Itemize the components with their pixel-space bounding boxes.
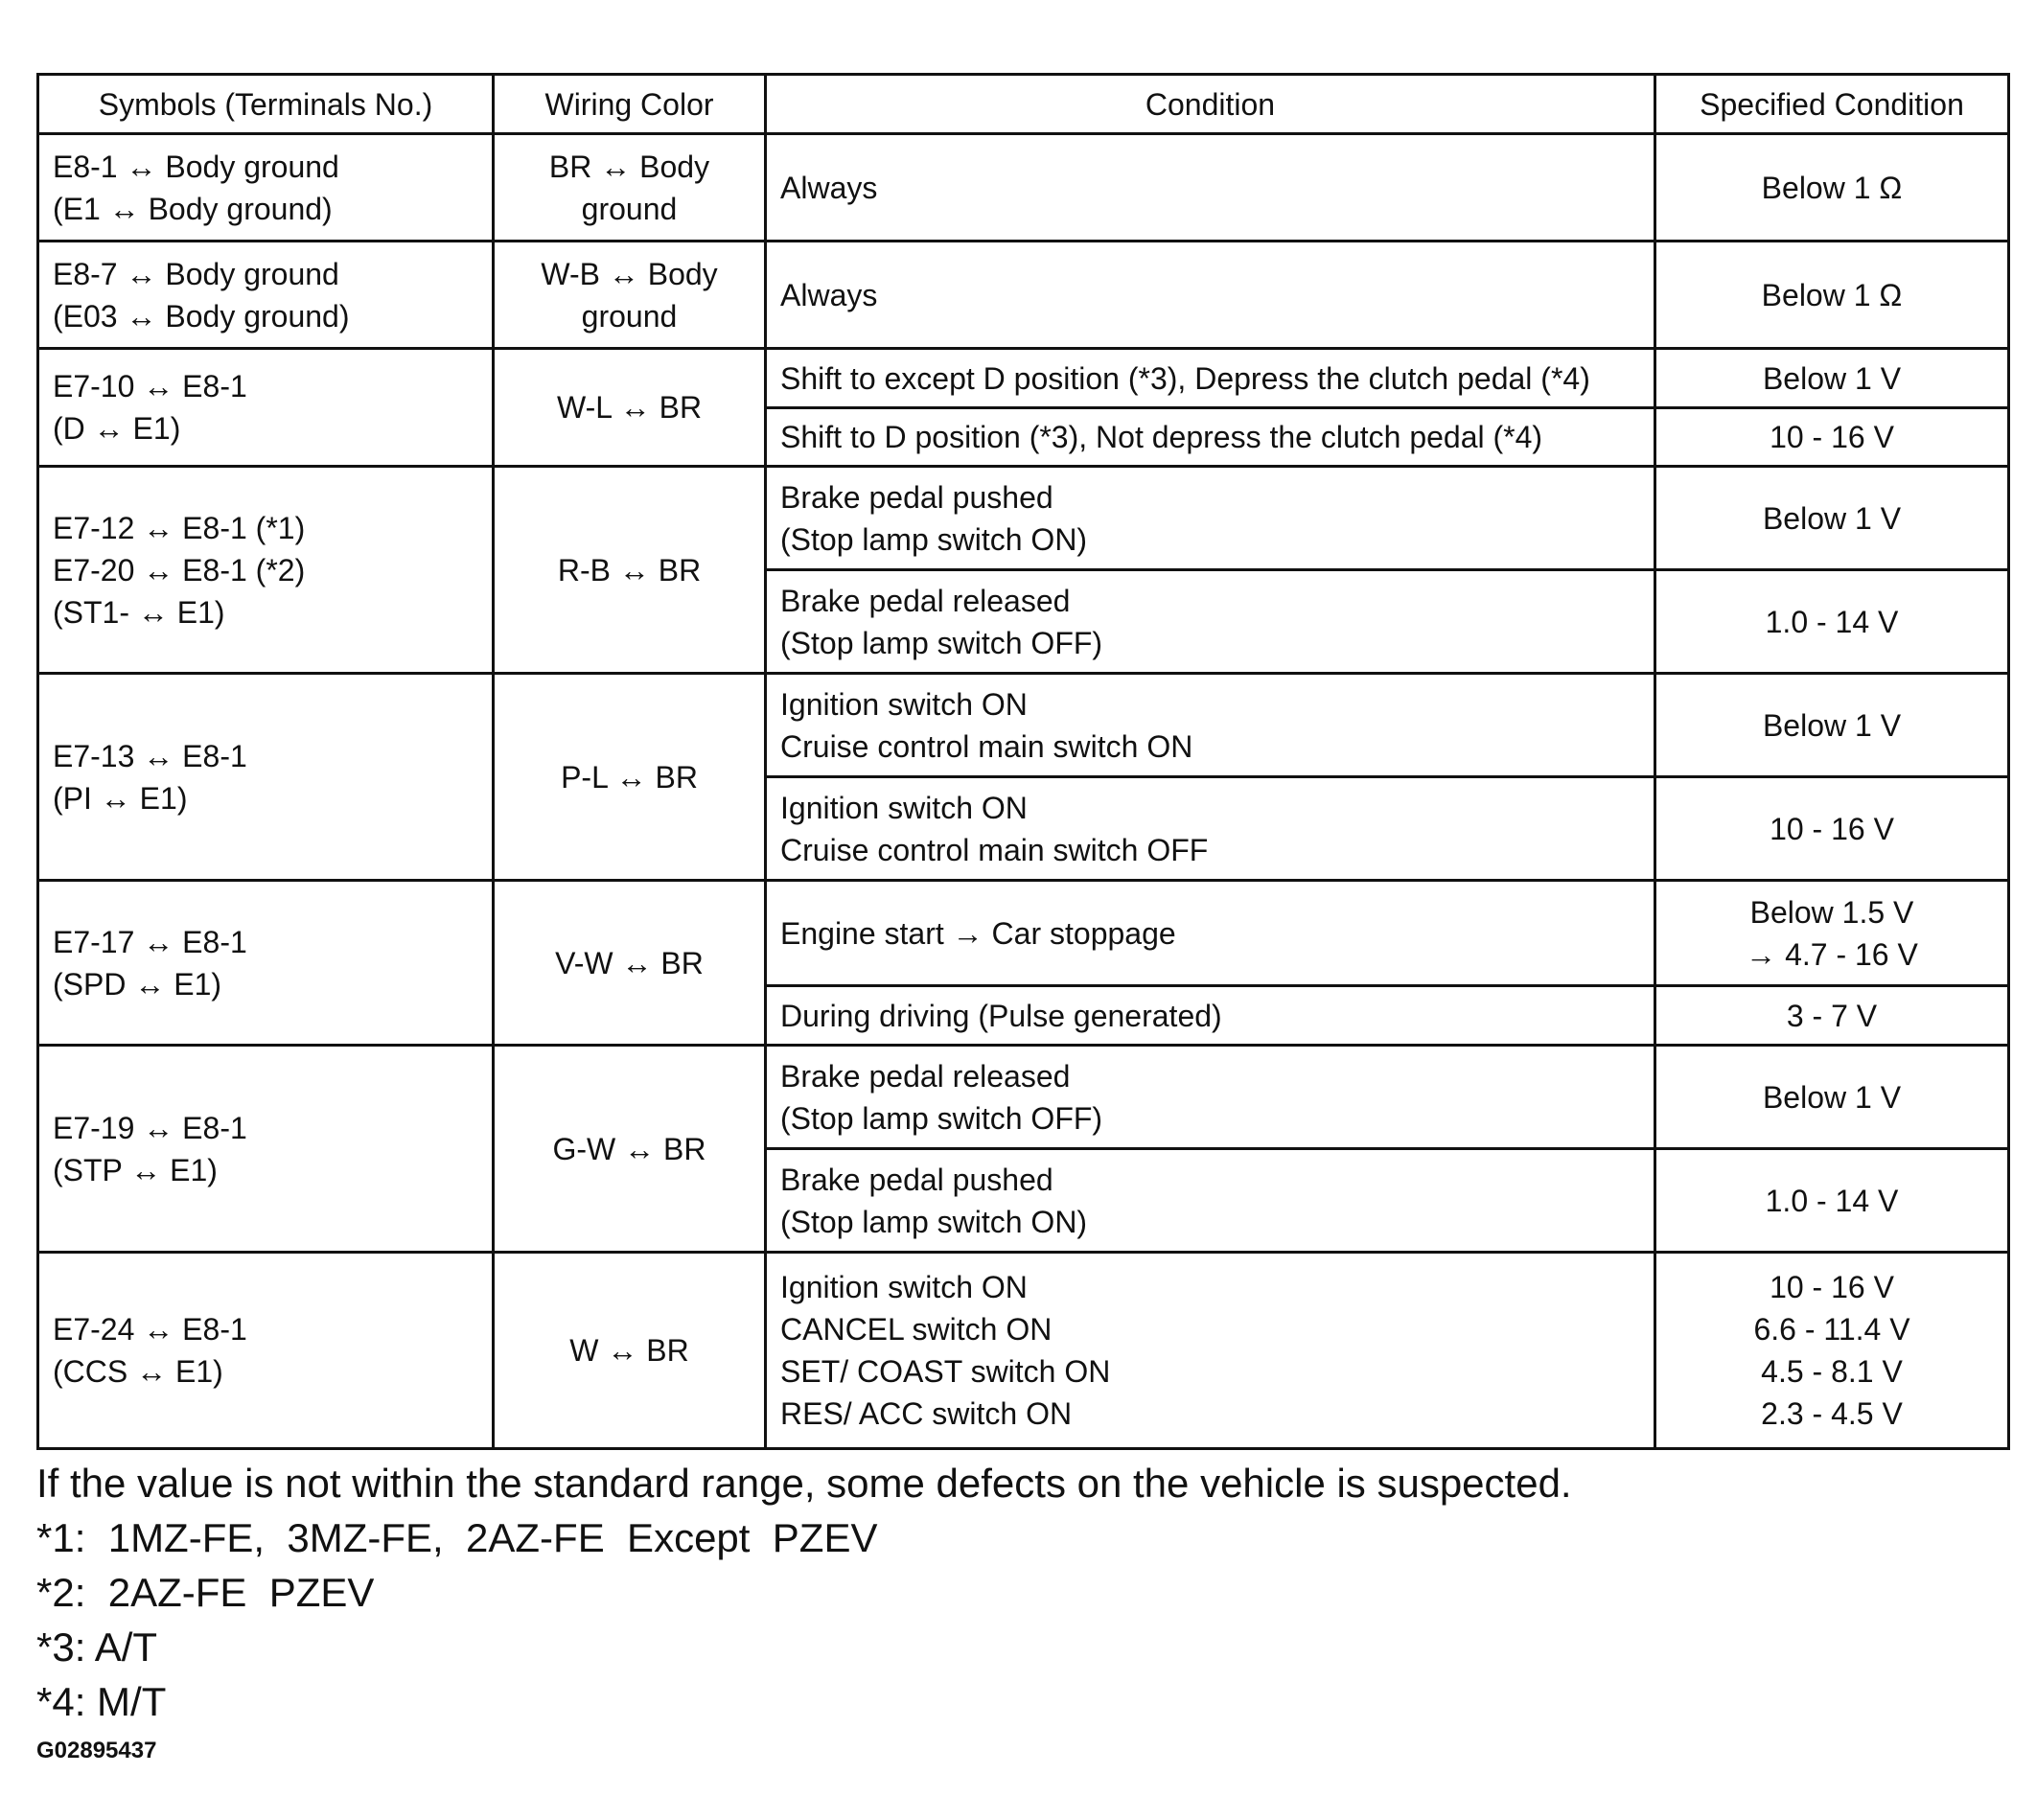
spec-line: 2.3 - 4.5 V: [1761, 1396, 1903, 1431]
condition-cell: [766, 242, 1655, 349]
condition-line: SET/ COAST switch ON: [780, 1354, 1111, 1389]
symbols-line: (SPD ↔ E1): [53, 966, 222, 1002]
condition-line: Always: [780, 277, 878, 312]
condition-line: Cruise control main switch OFF: [780, 832, 1209, 867]
symbols-line: (D ↔ E1): [53, 411, 181, 446]
symbols-line: E7-10 ↔ E8-1: [53, 369, 247, 403]
note-1: *1: 1MZ-FE, 3MZ-FE, 2AZ-FE Except PZEV: [36, 1515, 878, 1560]
symbols-line: E7-20 ↔ E8-1 (*2): [53, 552, 306, 587]
symbols-line: E7-17 ↔ E8-1: [53, 924, 247, 959]
spec-line: Below 1 Ω: [1761, 170, 1903, 205]
symbols-line: E7-24 ↔ E8-1: [53, 1312, 247, 1347]
table-row: [38, 881, 2009, 986]
wiring-cell: [494, 134, 766, 242]
condition-cell: [766, 1046, 1655, 1149]
wiring-line: V-W ↔ BR: [555, 945, 704, 980]
symbols-line: (E1 ↔ Body ground): [53, 191, 333, 226]
condition-line: Brake pedal released: [780, 583, 1071, 618]
symbols-cell: [38, 881, 494, 1046]
spec-line: Below 1 V: [1762, 360, 1902, 396]
condition-cell: [766, 408, 1655, 467]
condition-line: Ignition switch ON: [780, 686, 1028, 722]
condition-cell: [766, 134, 1655, 242]
wiring-cell: [494, 881, 766, 1046]
spec-cell: [1655, 1149, 2009, 1253]
spec-cell: [1655, 570, 2009, 674]
wiring-line: ground: [581, 298, 678, 334]
condition-cell: [766, 349, 1655, 408]
condition-cell: [766, 881, 1655, 986]
condition-cell: [766, 674, 1655, 777]
wiring-line: R-B ↔ BR: [557, 552, 702, 587]
header-specified-condition: Specified Condition: [1655, 75, 2009, 134]
header-condition: Condition: [766, 75, 1655, 134]
wiring-line: ground: [581, 191, 678, 226]
spec-cell: [1655, 408, 2009, 467]
spec-line: → 4.7 - 16 V: [1746, 936, 1918, 972]
condition-line: During driving (Pulse generated): [780, 998, 1222, 1033]
symbols-cell: [38, 134, 494, 242]
spec-line: 6.6 - 11.4 V: [1753, 1312, 1910, 1347]
wiring-line: W-B ↔ Body: [541, 256, 718, 291]
symbols-line: E8-1 ↔ Body ground: [53, 149, 339, 184]
spec-cell: [1655, 986, 2009, 1046]
table-row: [38, 674, 2009, 777]
spec-line: 10 - 16 V: [1770, 420, 1894, 454]
footnotes: [36, 1456, 2007, 1729]
condition-line: Brake pedal pushed: [780, 1162, 1053, 1197]
symbols-line: (E03 ↔ Body ground): [53, 298, 350, 334]
condition-line: (Stop lamp switch OFF): [780, 625, 1103, 660]
spec-sheet: [36, 73, 2007, 1765]
condition-cell: [766, 777, 1655, 881]
spec-line: 10 - 16 V: [1770, 811, 1894, 846]
condition-line: Ignition switch ON: [780, 790, 1028, 825]
symbols-line: (STP ↔ E1): [53, 1152, 218, 1187]
table-row: [38, 242, 2009, 349]
condition-line: Engine start → Car stoppage: [780, 915, 1176, 951]
header-wiring-color: Wiring Color: [494, 75, 766, 134]
condition-cell: [766, 986, 1655, 1046]
wiring-line: W-L ↔ BR: [556, 390, 703, 425]
table-row: [38, 467, 2009, 570]
spec-line: Below 1 Ω: [1761, 277, 1903, 312]
symbols-cell: [38, 1046, 494, 1253]
spec-cell: [1655, 1046, 2009, 1149]
figure-code: G02895437: [36, 1738, 157, 1763]
spec-cell: [1655, 467, 2009, 570]
condition-cell: [766, 467, 1655, 570]
condition-line: (Stop lamp switch OFF): [780, 1100, 1103, 1136]
table-row: [38, 349, 2009, 408]
note-3: *3: A/T: [36, 1624, 158, 1670]
table-row: [38, 134, 2009, 242]
spec-cell: [1655, 134, 2009, 242]
spec-cell: [1655, 242, 2009, 349]
condition-line: CANCEL switch ON: [780, 1312, 1053, 1347]
condition-cell: [766, 1149, 1655, 1253]
spec-line: Below 1.5 V: [1749, 894, 1914, 930]
wiring-line: G-W ↔ BR: [552, 1131, 706, 1166]
condition-line: Shift to D position (*3), Not depress the clutch pedal (*4): [780, 420, 1543, 454]
condition-line: Cruise control main switch ON: [780, 728, 1193, 764]
condition-line: Ignition switch ON: [780, 1270, 1028, 1304]
spec-cell: [1655, 881, 2009, 986]
header-symbols: Symbols (Terminals No.): [38, 75, 494, 134]
wiring-line: W ↔ BR: [569, 1333, 689, 1368]
wiring-cell: [494, 242, 766, 349]
symbols-cell: [38, 242, 494, 349]
wiring-cell: [494, 1046, 766, 1253]
symbols-cell: [38, 467, 494, 674]
condition-cell: [766, 1253, 1655, 1449]
spec-cell: [1655, 1253, 2009, 1449]
spec-line: Below 1 V: [1762, 1079, 1902, 1115]
note-standard-range: If the value is not within the standard range, some defects on the vehicle is suspected.: [36, 1461, 1572, 1506]
spec-line: Below 1 V: [1762, 500, 1902, 536]
symbols-line: E7-19 ↔ E8-1: [53, 1110, 247, 1145]
spec-line: 4.5 - 8.1 V: [1761, 1354, 1903, 1389]
table-row: [38, 1253, 2009, 1449]
symbols-line: (PI ↔ E1): [53, 780, 188, 816]
symbols-line: E8-7 ↔ Body ground: [53, 256, 339, 291]
note-2: *2: 2AZ-FE PZEV: [36, 1570, 375, 1615]
condition-line: (Stop lamp switch ON): [780, 521, 1088, 557]
spec-line: 10 - 16 V: [1770, 1270, 1894, 1304]
condition-line: Brake pedal released: [780, 1058, 1071, 1094]
spec-line: 3 - 7 V: [1786, 998, 1878, 1033]
symbols-line: (CCS ↔ E1): [53, 1354, 223, 1389]
condition-line: (Stop lamp switch ON): [780, 1204, 1088, 1239]
table-row: [38, 1046, 2009, 1149]
condition-line: Shift to except D position (*3), Depress the clutch pedal (*4): [780, 360, 1590, 396]
spec-line: Below 1 V: [1762, 707, 1902, 743]
wiring-line: P-L ↔ BR: [561, 759, 698, 795]
wiring-cell: [494, 1253, 766, 1449]
wiring-cell: [494, 349, 766, 467]
condition-line: Always: [780, 170, 878, 205]
symbols-cell: [38, 349, 494, 467]
spec-cell: [1655, 777, 2009, 881]
wiring-line: BR ↔ Body: [548, 149, 710, 184]
symbols-line: E7-12 ↔ E8-1 (*1): [53, 510, 306, 545]
condition-line: Brake pedal pushed: [780, 479, 1053, 515]
wiring-cell: [494, 674, 766, 881]
symbols-cell: [38, 1253, 494, 1449]
symbols-cell: [38, 674, 494, 881]
header-row: [38, 75, 2009, 134]
note-4: *4: M/T: [36, 1679, 167, 1724]
spec-line: 1.0 - 14 V: [1765, 604, 1899, 639]
wiring-cell: [494, 467, 766, 674]
condition-cell: [766, 570, 1655, 674]
condition-line: RES/ ACC switch ON: [780, 1396, 1073, 1431]
symbols-line: (ST1- ↔ E1): [53, 594, 225, 630]
spec-cell: [1655, 674, 2009, 777]
terminal-spec-table: [36, 73, 2010, 1450]
symbols-line: E7-13 ↔ E8-1: [53, 738, 247, 773]
spec-line: 1.0 - 14 V: [1765, 1183, 1899, 1218]
spec-cell: [1655, 349, 2009, 408]
